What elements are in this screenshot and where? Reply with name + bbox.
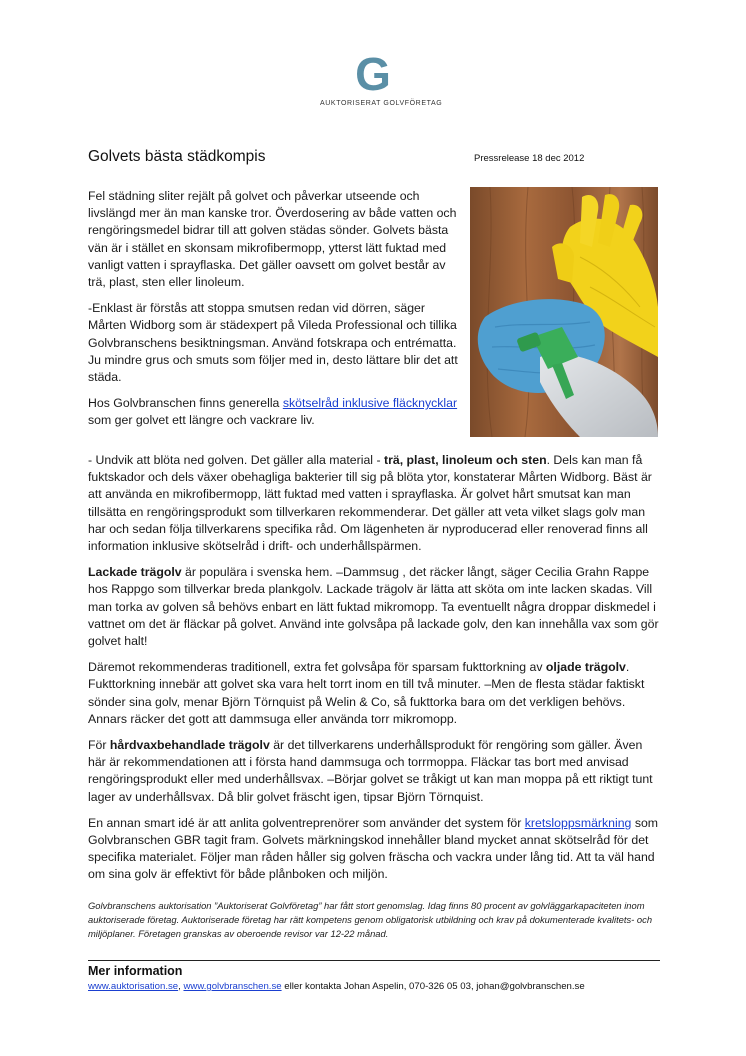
logo-g-mark-icon: [353, 52, 393, 94]
p7-before: För: [88, 738, 110, 753]
p4-after: . Dels kan man få fuktskador och dels växer obehagliga bakterier till sig på blöta ytor, konstaterar Mårten Widborg. Bäst är att använda en mikrofibermopp, lätt fuktad med vatten i sprayflaska. Är golvet hårt smutsat kan man tillsätta en rengöringsprodukt som tillverkaren rekommenderar. Det gäller att veta vilket slags golv man har och sedan följa tillverkarens specifika råd. Om lägenheten är nyproducerad eller renoverad finns all information inklusive skötselråd i drift- och underhållspärmen.: [88, 453, 652, 554]
page-title: Golvets bästa städkompis: [88, 148, 266, 165]
intro-paragraph-3: [88, 395, 460, 429]
auktorisation-link[interactable]: www.auktorisation.se: [88, 981, 179, 992]
intro-column: [88, 188, 460, 439]
p7-bold: hårdvaxbehandlade trägolv: [109, 738, 270, 753]
intro-p3-before: Hos Golvbranschen finns generella: [88, 396, 283, 411]
skotselrad-link[interactable]: skötselråd inklusive fläcknycklar: [282, 396, 458, 411]
contact-separator: ,: [178, 981, 184, 992]
logo-tagline: AUKTORISERAT GOLVFÖRETAG: [320, 100, 443, 107]
p8-after: som Golvbranschen GBR tagit fram. Golvets märkningskod innehåller bland mycket annat skötselråd för det specifika materialet. Följer man råden håller sig golven fräscha och vackra under lång tid. Att ta väl hand om sina golv är effektivt för både plånboken och miljön.: [88, 815, 659, 882]
intro-paragraph-1: Fel städning sliter rejält på golvet och påverkar utseende och livslängd mer än man kanske tror. Överdosering av både vatten och rengöringsmedel bidrar till att golven städas sönder. Golvets bästa vän är i stället en skonsam mikrofibermopp, ytterst lätt fuktad med vanligt vatten i sprayflaska. Det gäller oavsett om golvet består av trä, plast, sten eller linoleum.: [88, 189, 457, 290]
main-body: [88, 452, 660, 893]
cleaning-photo: [470, 187, 658, 437]
intro-p3-after: som ger golvet ett längre och vackrare liv.: [88, 413, 315, 428]
kretsloppsmarkning-link[interactable]: kretsloppsmärkning: [524, 815, 632, 830]
intro-paragraph-2: -Enklast är förstås att stoppa smutsen redan vid dörren, säger Mårten Widborg som är städexpert på Vileda Professional och tillika Golvbranschens besiktningsman. Använd fotskrapa och entrématta. Ju mindre grus och smuts som följer med in, desto lättare blir det att städa.: [88, 301, 458, 385]
body-paragraph-oljade: [88, 659, 660, 728]
p7-after: är det tillverkarens underhållsprodukt för rengöring som gäller. Även här är rekommendationen att i första hand dammsuga och torrmoppa. Fläckar tas bort med anvisad rengöringsprodukt eller med underhållsvax. –Börjar golvet se tråkigt ut kan man moppa på ett riktigt tunt lager av underhållsvax. Då blir golvet fräscht igen, tipsar Björn Törnquist.: [88, 738, 653, 804]
p4-before: - Undvik att blöta ned golven. Det gäller alla material -: [88, 453, 384, 467]
p5-bold: Lackade trägolv: [88, 565, 182, 580]
body-paragraph-hardvax: [88, 737, 660, 806]
body-paragraph-kretslopp: [88, 815, 660, 884]
cleaning-photo-illustration: [470, 187, 658, 437]
footer-note: Golvbranschens auktorisation ”Auktoriserat Golvföretag” har fått stort genomslag. Idag finns 80 procent av golvläggarkapaciteten inom auktoriserade företag. Auktoriserade företag har rätt kompetens genom obligatorisk utbildning och krav på dokumenterade kvalitets- och miljöplaner. Företagen granskas av oberoende revisor var 12-22 månad.: [88, 900, 653, 939]
more-info-heading: Mer information: [88, 964, 183, 978]
p5-after: är populära i svenska hem. –Dammsug , det räcker långt, säger Cecilia Grahn Rappe hos Rappgo som tillverkar breda plankgolv. Lackade trägolv är lätta att sköta om inte lacken skadas. Vill man torka av golven så behövs enbart en lätt fuktad mikromopp. Ta eventuellt några droppar diskmedel i vattnet om det är fläckar på golvet. Använd inte golvsåpa på lackade golv, den kan innehålla vax som gör golvet halt!: [88, 565, 659, 649]
contact-rest: eller kontakta Johan Aspelin, 070-326 05 03, johan@golvbranschen.se: [281, 981, 585, 992]
p6-before: Däremot rekommenderas traditionell, extra fet golvsåpa för sparsam fukttorkning av: [88, 660, 546, 675]
company-logo: [320, 52, 443, 107]
p4-bold: trä, plast, linoleum och sten: [383, 453, 547, 467]
golvbranschen-link[interactable]: www.golvbranschen.se: [183, 981, 282, 992]
contact-line: [88, 981, 668, 992]
p8-before: En annan smart idé är att anlita golventreprenörer som använder det system för: [88, 815, 525, 830]
p6-after: . Fukttorkning innebär att golvet ska vara helt torrt inom en till två minuter. –Men de flesta städar faktiskt sönder sina golv, menar Björn Törnquist på Welin & Co, så fukttorka bara om det verkligen behövs. Annars räcker det gott att dammsuga eller använda torr mikromopp.: [88, 660, 645, 726]
footer-divider: [88, 960, 660, 961]
logo-letter: G: [355, 52, 391, 94]
p6-bold: oljade trägolv: [545, 660, 626, 675]
body-paragraph-materials: [88, 452, 660, 555]
body-paragraph-lackade: [88, 564, 660, 650]
release-date: Pressrelease 18 dec 2012: [474, 153, 585, 164]
